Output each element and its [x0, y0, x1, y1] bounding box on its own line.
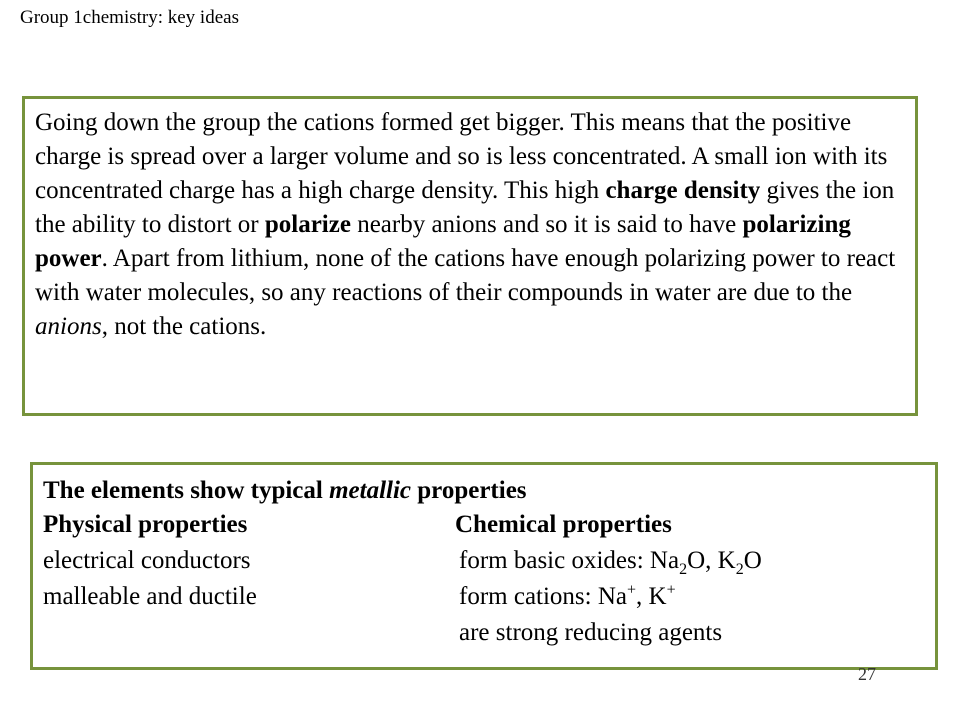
cations-text-mid: , K [636, 583, 667, 610]
polarizing-power-paragraph [35, 106, 905, 344]
chemical-property-oxides [459, 544, 762, 578]
title-text-end: properties [411, 477, 527, 504]
physical-property-malleable: malleable and ductile [43, 583, 257, 610]
cations-text: form cations: Na [459, 583, 628, 610]
chemical-property-reducing: are strong reducing agents [459, 619, 723, 646]
chemical-property-cations [459, 580, 676, 614]
metallic-properties-textbox [30, 462, 938, 670]
term-charge-density: charge density [605, 177, 761, 204]
cations-superscript-2: + [666, 581, 676, 599]
polarizing-power-textbox [22, 96, 918, 416]
slide-title: Group 1chemistry: key ideas [20, 7, 239, 28]
term-polarizing-power: polarizing power [35, 211, 851, 272]
paragraph-text-5: , not the cations. [101, 313, 267, 340]
properties-row-1 [43, 544, 925, 580]
paragraph-text-1: Going down the group the cations formed get bigger. This means that the positive charge is spread over a larger volume and so is less concentrated. A small ion with its concentrated charge has a high charge density. This high [35, 109, 888, 204]
title-metallic: metallic [329, 477, 412, 504]
term-polarize: polarize [264, 211, 351, 238]
metallic-properties-title [43, 474, 925, 508]
page-number: 27 [858, 664, 876, 684]
cations-superscript-1: + [627, 581, 637, 599]
oxides-text: form basic oxides: Na [459, 547, 680, 574]
properties-heading-row [43, 508, 925, 544]
oxides-subscript-1: 2 [679, 561, 688, 578]
term-anions: anions [35, 313, 102, 340]
physical-properties-heading: Physical properties [43, 511, 248, 538]
properties-row-3 [43, 616, 925, 652]
oxides-text-mid: O, K [687, 547, 736, 574]
oxides-subscript-2: 2 [735, 561, 744, 578]
title-text-start: The elements show typical [43, 477, 330, 504]
properties-row-2 [43, 580, 925, 616]
paragraph-text-3: nearby anions and so it is said to have [350, 211, 743, 238]
chemical-properties-heading: Chemical properties [455, 511, 672, 538]
paragraph-text-4: . Apart from lithium, none of the cations have enough polarizing power to react with water molecules, so any reactions of their compounds in water are due to the [35, 245, 896, 306]
oxides-text-end: O [743, 547, 762, 574]
paragraph-text-2: gives the ion the ability to distort or [35, 177, 895, 238]
physical-property-conductors: electrical conductors [43, 547, 251, 574]
